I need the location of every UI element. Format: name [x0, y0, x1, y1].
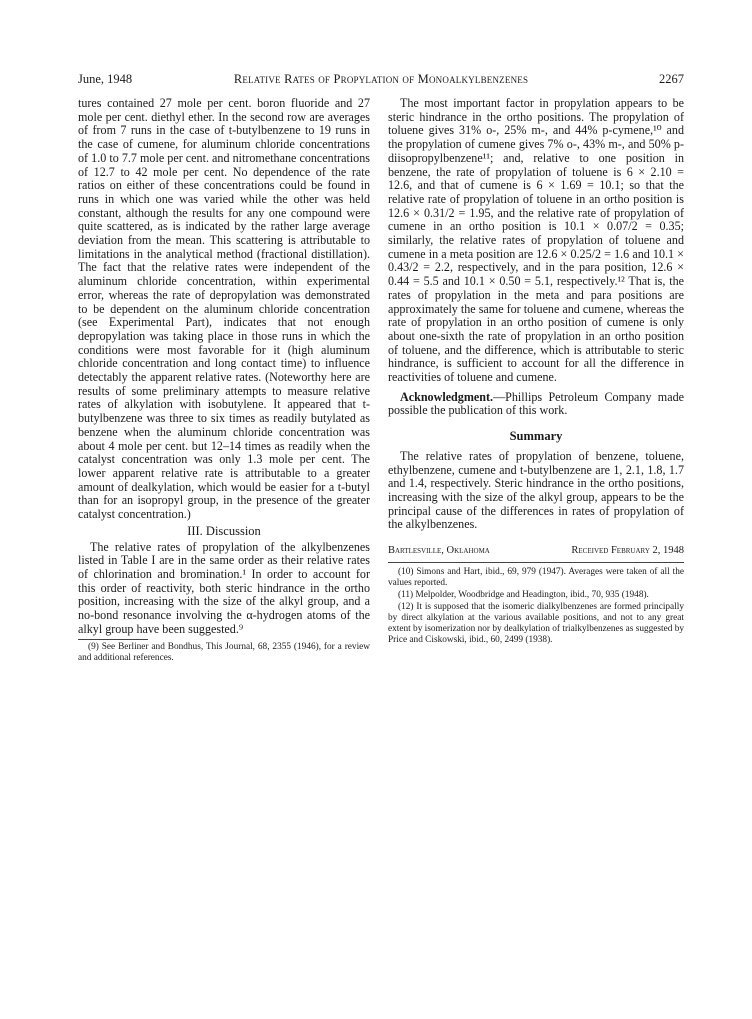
footnote-rule — [78, 639, 148, 640]
left-column — [78, 97, 370, 665]
page-number: 2267 — [659, 72, 684, 86]
summary-text: The relative rates of propylation of benzene, toluene, ethylbenzene, cumene and t-butylbenzene are 1, 2.1, 1.8, 1.7 and 1.4, respectively. Steric hindrance in the ortho positions, increasing with the size of the alkyl group, appears to be the principal cause of the differences in rates of propylation of the alkylbenzenes. — [388, 448, 684, 532]
acknowledgment — [388, 391, 684, 418]
paragraph-continued: tures contained 27 mole per cent. boron fluoride and 27 mole per cent. diethyl ether. In the second row are averages of from 7 runs in the case of t-butylbenzene to 19 runs in the case of cumene, for aluminum chloride concentrations of 1.0 to 7.7 mole per cent. and nitromethane concentrations of 12.7 to 42 mole per cent. No dependence of the rate ratios on either of these concentrations could be found in runs in which one was varied while the other was held constant, although the results for any one compound were quite scattered, as is indicated by the rather large average deviation from the mean. This scattering is attributable to limitations in the analytical method (fractional distillation). The fact that the relative rates were independent of the aluminum chloride concentration, within experimental error, whereas the rate of depropylation was demonstrated to be dependent on the aluminum chloride concentration (see Experimental Part), indicates that not enough depropylation was taking place in those runs in which the conditions were most favorable for it (high aluminum chloride concentration and long contact time) to influence detectably the apparent relative rates. (Noteworthy here are results of some preliminary attempts to measure relative rates of alkylation with isobutylene. It appeared that t-butylbenzene was three to six times as readily butylated as benzene when the aluminum chloride concentration was about 4 mole per cent. but 12–14 times as readily when the catalyst concentration was only 1.3 mole per cent. The lower apparent relative rate is attributable to a greater amount of dealkylation, which would be easier for a t-butyl than for an isopropyl group, in the presence of the greater catalyst concentration.) — [78, 96, 370, 522]
footnote-11: (11) Melpolder, Woodbridge and Headington, ibid., 70, 935 (1948). — [398, 589, 649, 600]
footnotes-right — [388, 567, 684, 646]
paragraph-steric: The most important factor in propylation appears to be steric hindrance in the ortho positions. The propylation of toluene gives 31% o-, 25% m-, and 44% p-cymene,¹⁰ and the propylation of cumene gives 7% o-, 43% m-, and 50% p-diisopropylbenzene¹¹; and, relative to one position in benzene, the rate of propylation of toluene is 6 × 2.10 = 12.6, and that of cumene is 6 × 1.69 = 10.1; so that the relative rate of propylation of toluene in an ortho position is 12.6 × 0.31/2 = 1.95, and the relative rate of propylation of cumene in an ortho position is 10.1 × 0.07/2 = 0.35; similarly, the relative rates of propylation of toluene and cumene in a meta position are 12.6 × 0.25/2 = 1.6 and 10.1 × 0.43/2 = 2.2, respectively, and in the para position, 12.6 × 0.44 = 5.5 and 10.1 × 0.50 = 5.1, respectively.¹² That is, the rates of propylation in the meta and para positions are approximately the same for toluene and cumene, whereas the rate of propylation in an ortho position of cumene is only about one-sixth the rate of propylation in an ortho position of toluene, and the difference, which is attributable to steric hindrance, is sufficient to account for all the difference in reactivities of toluene and cumene. — [388, 96, 684, 385]
footnotes-left — [78, 642, 370, 664]
acknowledgment-label: Acknowledgment. — [400, 389, 494, 404]
running-header — [78, 72, 684, 90]
section-heading-discussion: III. Discussion — [187, 523, 261, 538]
footnote-10: (10) Simons and Hart, ibid., 69, 979 (1947). Averages were taken of all the values reported. — [388, 566, 684, 588]
right-column — [388, 97, 684, 647]
footnote-12: (12) It is supposed that the isomeric dialkylbenzenes are formed principally by direct alkylation at the various available positions, and not to any great extent by isomerization nor by dealkylation of trialkylbenzenes as suggested by Price and Ciskowski, ibid., 60, 2499 (1938). — [388, 601, 684, 645]
paragraph-discussion: The relative rates of propylation of the alkylbenzenes listed in Table I are in the same order as their relative rates of chlorination and bromination.¹ In order to account for this order of reactivity, both steric hindrance in the ortho position, increasing with the size of the alkyl group, and a no-bond resonance involving the α-hydrogen atoms of the alkyl group have been suggested.⁹ — [78, 539, 370, 636]
address: Bartlesville, Oklahoma — [388, 545, 490, 557]
address-line — [388, 544, 684, 558]
running-title: Relative Rates of Propylation of Monoalkylbenzenes — [233, 72, 529, 86]
footnote-9: (9) See Berliner and Bondhus, This Journal, 68, 2355 (1946), for a review and additional references. — [78, 642, 370, 664]
received-date: Received February 2, 1948 — [571, 545, 684, 557]
footnote-rule-right — [388, 562, 684, 563]
acknowledgment-text: —Phillips Petroleum Company made possible the publication of this work. — [388, 389, 684, 418]
summary-heading: Summary — [509, 429, 563, 444]
issue-date: June, 1948 — [78, 72, 133, 86]
